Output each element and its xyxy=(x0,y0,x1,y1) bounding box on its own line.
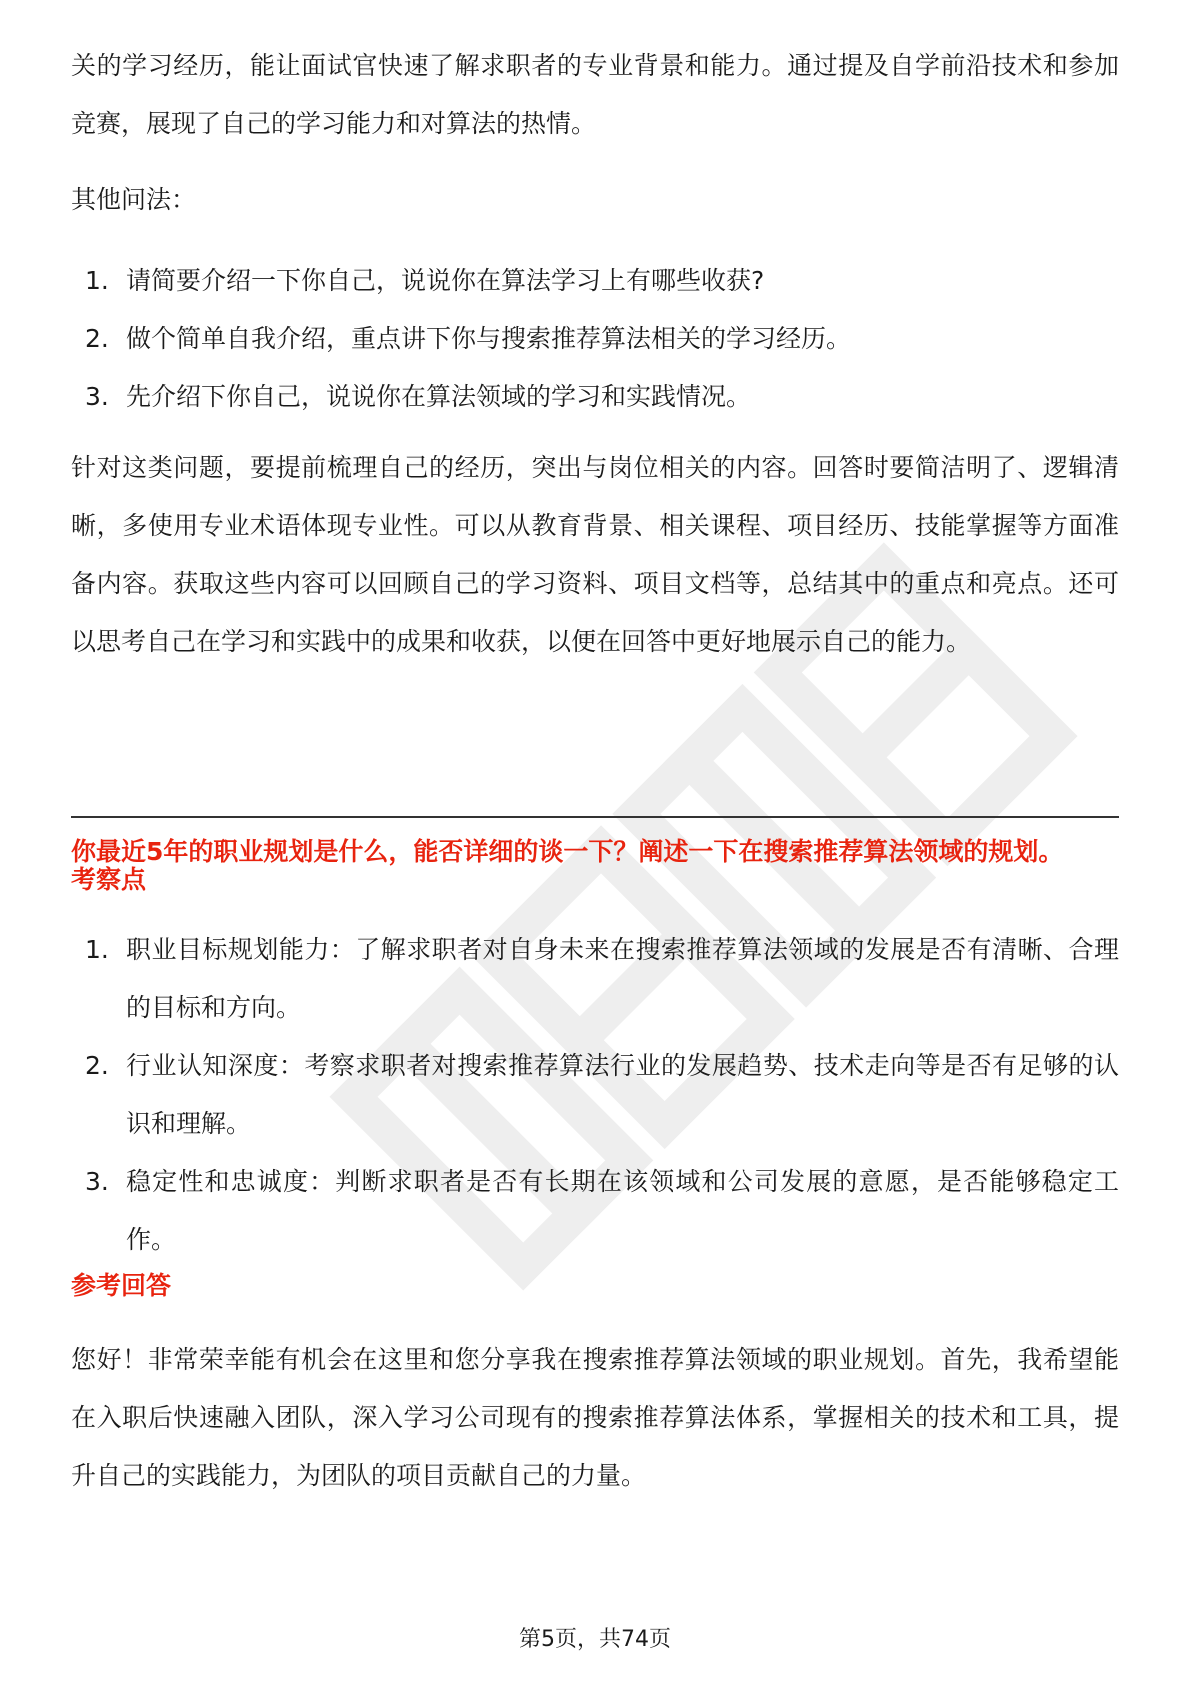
list-item xyxy=(71,368,1119,426)
list-item-text: 请简要介绍一下你自己，说说你在算法学习上有哪些收获? xyxy=(126,266,765,295)
list-number: 2. xyxy=(85,1051,109,1080)
list-item xyxy=(71,921,1119,1037)
section-divider xyxy=(71,816,1119,818)
list-number: 3. xyxy=(85,382,109,411)
reference-heading: 参考回答 xyxy=(71,1271,172,1300)
list-item xyxy=(71,252,1119,310)
list-number: 3. xyxy=(85,1167,109,1196)
list-item xyxy=(71,310,1119,368)
document-page xyxy=(71,0,1119,1684)
other-asks-label: 其他问法： xyxy=(71,185,197,214)
top-paragraph: 关的学习经历，能让面试官快速了解求职者的专业背景和能力。通过提及自学前沿技术和参加竞赛，展现了自己的学习能力和对算法的热情。 xyxy=(71,51,1119,138)
advice-paragraph: 针对这类问题，要提前梳理自己的经历，突出与岗位相关的内容。回答时要简洁明了、逻辑清晰，多使用专业术语体现专业性。可以从教育背景、相关课程、项目经历、技能掌握等方面准备内容。获取这些内容可以回顾自己的学习资料、项目文档等，总结其中的重点和亮点。还可以思考自己在学习和实践中的成果和收获，以便在回答中更好地展示自己的能力。 xyxy=(71,453,1119,656)
list-item xyxy=(71,1037,1119,1153)
kaocha-list xyxy=(71,921,1119,1269)
kaocha-heading: 考察点 xyxy=(71,865,147,894)
list-item-text: 职业目标规划能力：了解求职者对自身未来在搜索推荐算法领域的发展是否有清晰、合理的目标和方向。 xyxy=(126,935,1119,1022)
reference-answer: 您好！非常荣幸能有机会在这里和您分享我在搜索推荐算法领域的职业规划。首先，我希望能在入职后快速融入团队，深入学习公司现有的搜索推荐算法体系，掌握相关的技术和工具，提升自己的实践能力，为团队的项目贡献自己的力量。 xyxy=(71,1345,1119,1490)
list-number: 2. xyxy=(85,324,109,353)
other-asks-list xyxy=(71,252,1119,426)
question-heading: 你最近5年的职业规划是什么，能否详细的谈一下？阐述一下在搜索推荐算法领域的规划。 xyxy=(71,837,1064,866)
list-item xyxy=(71,1153,1119,1269)
list-number: 1. xyxy=(85,266,109,295)
list-item-text: 做个简单自我介绍，重点讲下你与搜索推荐算法相关的学习经历。 xyxy=(126,324,852,353)
page-footer: 第5页，共74页 xyxy=(519,1627,671,1652)
list-item-text: 稳定性和忠诚度：判断求职者是否有长期在该领域和公司发展的意愿，是否能够稳定工作。 xyxy=(126,1167,1119,1254)
list-item-text: 行业认知深度：考察求职者对搜索推荐算法行业的发展趋势、技术走向等是否有足够的认识和理解。 xyxy=(126,1051,1119,1138)
list-item-text: 先介绍下你自己，说说你在算法领域的学习和实践情况。 xyxy=(126,382,752,411)
list-number: 1. xyxy=(85,935,109,964)
